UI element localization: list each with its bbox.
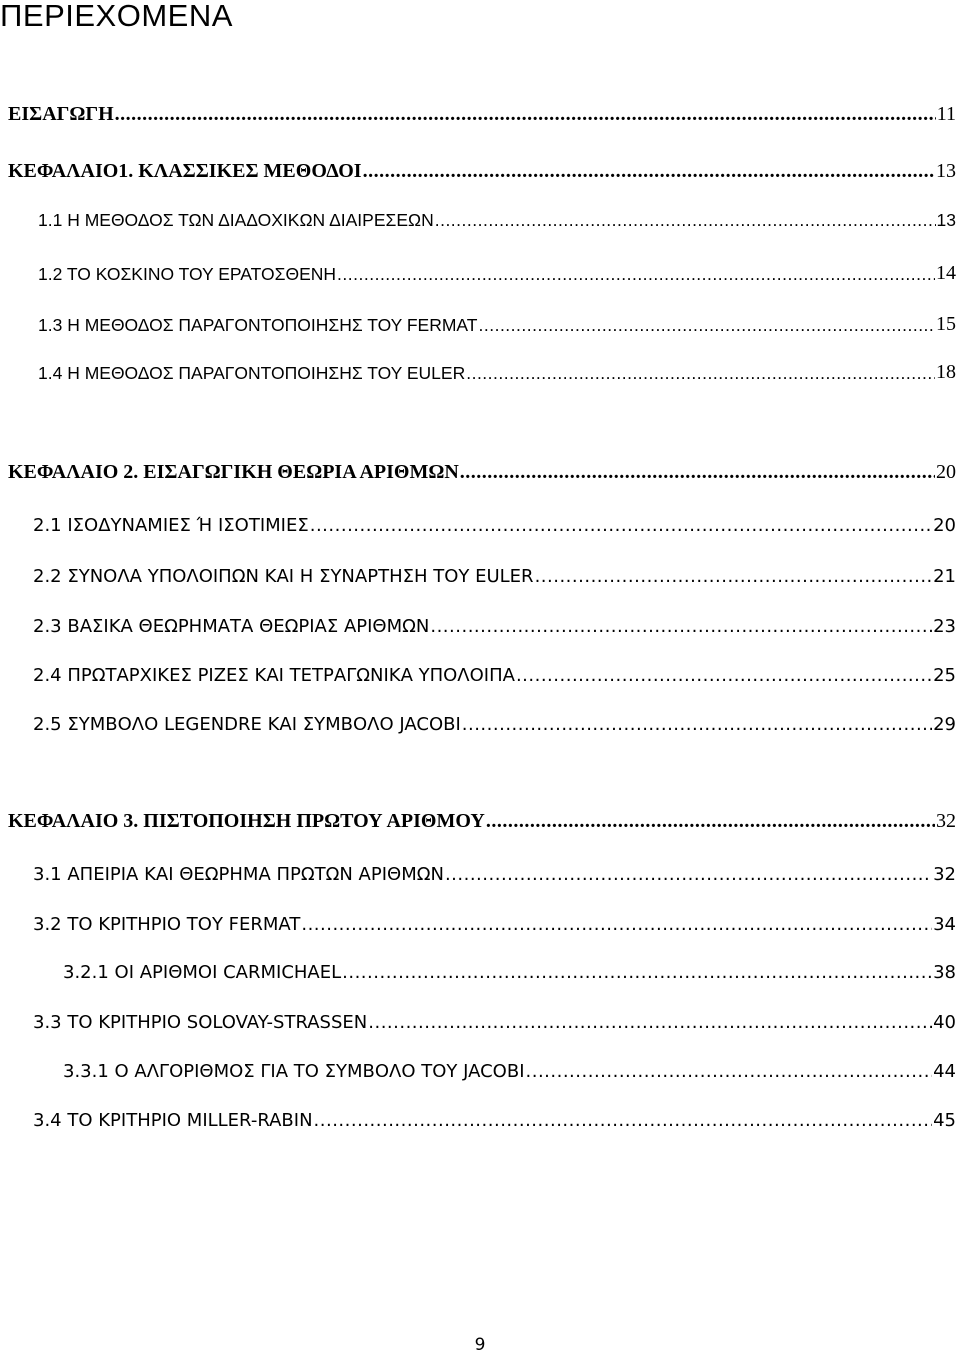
toc-entry-label: ΕΙΣΑΓΩΓΗ: [8, 103, 114, 125]
toc-entry-section-3-4[interactable]: [33, 1099, 956, 1131]
page-number: 9: [474, 1335, 486, 1355]
toc-entry-label: 3.1 ΑΠΕΙΡΙΑ ΚΑΙ ΘΕΩΡΗΜΑ ΠΡΩΤΩΝ ΑΡΙΘΜΩΝ: [33, 864, 444, 885]
toc-entry-section-1-4[interactable]: [38, 352, 956, 384]
toc-entry-label: 1.2 ΤΟ ΚΟΣΚΙΝΟ ΤΟΥ ΕΡΑΤΟΣΘΕΝΗ: [38, 264, 337, 284]
toc-entry-label: 3.2.1 ΟΙ ΑΡΙΘΜΟΙ CARMICHAEL: [63, 962, 342, 983]
toc-entry-section-2-4[interactable]: [33, 654, 956, 686]
toc-entry-label: ΚΕΦΑΛΑΙΟ 2. ΕΙΣΑΓΩΓΙΚΗ ΘΕΩΡΙΑ ΑΡΙΘΜΩΝ: [8, 461, 459, 483]
dot-leader: [486, 810, 935, 833]
dot-leader: [466, 363, 935, 384]
toc-entry-chapter-1[interactable]: [8, 151, 956, 183]
dot-leader: [430, 616, 932, 637]
dot-leader: [314, 1110, 933, 1131]
toc-entry-page: 11: [936, 103, 956, 125]
toc-entry-page: 20: [936, 461, 956, 483]
dot-leader: [462, 714, 932, 735]
dot-leader: [516, 665, 932, 686]
toc-entry-page: 13: [936, 210, 956, 230]
toc-entry-page: 45: [933, 1110, 956, 1131]
toc-entry-section-3-3-1[interactable]: [63, 1050, 956, 1082]
toc-entry-section-3-1[interactable]: [33, 853, 956, 885]
toc-entry-page: 44: [933, 1061, 956, 1082]
dot-leader: [363, 160, 935, 183]
dot-leader: [301, 914, 932, 935]
toc-entry-section-2-5[interactable]: [33, 703, 956, 735]
dot-leader: [337, 264, 935, 285]
toc-entry-chapter-3[interactable]: [8, 801, 956, 833]
toc-entry-section-3-2-1[interactable]: [63, 951, 956, 983]
toc-entry-label: 1.1 Η ΜΕΘΟΔΟΣ ΤΩΝ ΔΙΑΔΟΧΙΚΩΝ ΔΙΑΙΡΕΣΕΩΝ: [38, 210, 434, 230]
toc-entry-page: 21: [933, 566, 956, 587]
toc-entry-page: 20: [933, 515, 956, 536]
toc-entry-page: 40: [933, 1012, 956, 1033]
dot-leader: [445, 864, 932, 885]
toc-entry-page: 34: [933, 914, 956, 935]
toc-entry-label: 3.3 ΤΟ ΚΡΙΤΗΡΙΟ SOLOVAY-STRASSEN: [33, 1012, 368, 1033]
toc-entry-section-2-1[interactable]: [33, 504, 956, 536]
toc-entry-section-1-2[interactable]: [38, 253, 956, 285]
toc-entry-page: 18: [936, 361, 956, 383]
page-title: ΠΕΡΙΕΧΟΜΕΝΑ: [0, 0, 233, 33]
dot-leader: [310, 515, 932, 536]
toc-entry-page: 13: [936, 160, 956, 182]
toc-entry-section-2-3[interactable]: [33, 605, 956, 637]
dot-leader: [479, 315, 936, 336]
toc-entry-section-2-2[interactable]: [33, 555, 956, 587]
dot-leader: [535, 566, 933, 587]
toc-entry-label: ΚΕΦΑΛΑΙΟ 3. ΠΙΣΤΟΠΟΙΗΣΗ ΠΡΩΤΟΥ ΑΡΙΘΜΟΥ: [8, 810, 485, 832]
dot-leader: [342, 962, 932, 983]
toc-entry-introduction[interactable]: [8, 94, 956, 126]
toc-entry-label: 2.3 ΒΑΣΙΚΑ ΘΕΩΡΗΜΑΤΑ ΘΕΩΡΙΑΣ ΑΡΙΘΜΩΝ: [33, 616, 430, 637]
toc-entry-chapter-2[interactable]: [8, 452, 956, 484]
toc-entry-label: 1.3 Η ΜΕΘΟΔΟΣ ΠΑΡΑΓΟΝΤΟΠΟΙΗΣΗΣ ΤΟΥ FERMAT: [38, 315, 478, 335]
toc-entry-section-3-3[interactable]: [33, 1001, 956, 1033]
toc-entry-section-1-3[interactable]: [38, 304, 956, 336]
toc-entry-label: 2.4 ΠΡΩΤΑΡΧΙΚΕΣ ΡΙΖΕΣ ΚΑΙ ΤΕΤΡΑΓΩΝΙΚΑ ΥΠΟΛΟΙΠΑ: [33, 665, 515, 686]
toc-entry-page: 32: [933, 864, 956, 885]
toc-entry-label: 2.1 ΙΣΟΔΥΝΑΜΙΕΣ Ή ΙΣΟΤΙΜΙΕΣ: [33, 515, 309, 536]
toc-entry-page: 29: [933, 714, 956, 735]
toc-entry-section-3-2[interactable]: [33, 903, 956, 935]
dot-leader: [368, 1012, 932, 1033]
dot-leader: [460, 461, 935, 484]
toc-entry-page: 38: [933, 962, 956, 983]
toc-entry-label: 1.4 Η ΜΕΘΟΔΟΣ ΠΑΡΑΓΟΝΤΟΠΟΙΗΣΗΣ ΤΟΥ EULER: [38, 363, 466, 383]
dot-leader: [115, 103, 936, 126]
toc-entry-label: 3.4 ΤΟ ΚΡΙΤΗΡΙΟ MILLER-RABIN: [33, 1110, 313, 1131]
dot-leader: [435, 210, 936, 231]
toc-entry-label: 2.5 ΣΥΜΒΟΛΟ LEGENDRE ΚΑΙ ΣΥΜΒΟΛΟ JACOBI: [33, 714, 461, 735]
toc-entry-label: 2.2 ΣΥΝΟΛΑ ΥΠΟΛΟΙΠΩΝ ΚΑΙ Η ΣΥΝΑΡΤΗΣΗ ΤΟΥ EULER: [33, 566, 534, 587]
toc-entry-page: 23: [933, 616, 956, 637]
toc-entry-page: 25: [933, 665, 956, 686]
toc-entry-page: 15: [936, 313, 956, 335]
dot-leader: [526, 1061, 933, 1082]
toc-entry-label: 3.3.1 Ο ΑΛΓΟΡΙΘΜΟΣ ΓΙΑ ΤΟ ΣΥΜΒΟΛΟ ΤΟΥ JACOBI: [63, 1061, 525, 1082]
toc-entry-page: 32: [936, 810, 956, 832]
toc-entry-label: 3.2 ΤΟ ΚΡΙΤΗΡΙΟ ΤΟΥ FERMAT: [33, 914, 301, 935]
toc-entry-page: 14: [936, 262, 956, 284]
toc-entry-section-1-1[interactable]: [38, 199, 956, 231]
toc-entry-label: ΚΕΦΑΛΑΙΟ1. ΚΛΑΣΣΙΚΕΣ ΜΕΘΟΔΟΙ: [8, 160, 362, 182]
